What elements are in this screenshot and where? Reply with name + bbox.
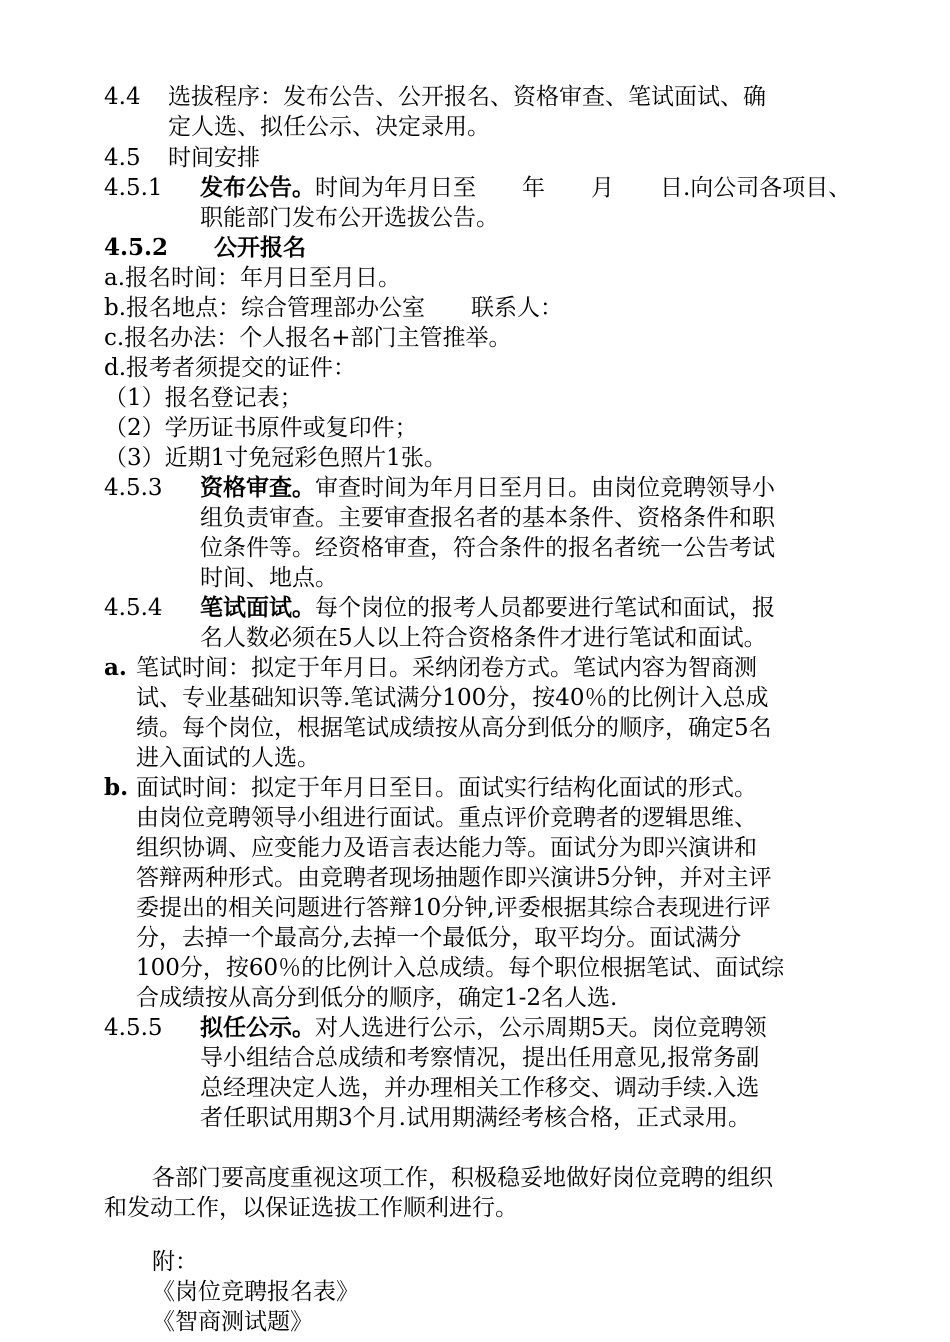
paragraph-line bbox=[200, 473, 775, 503]
paragraph-line: 答辩两种形式。由竞聘者现场抽题作即兴演讲5分钟，并对主评 bbox=[136, 865, 772, 891]
section-heading: 4.5.2 公开报名 bbox=[104, 234, 307, 261]
paragraph-line: 进入面试的人选。 bbox=[136, 745, 320, 771]
paragraph-line: 面试时间：拟定于年月日至日。面试实行结构化面试的形式。 bbox=[136, 775, 757, 801]
section-number: 4.5.3 bbox=[104, 475, 163, 501]
paragraph-line: 职能部门发布公开选拔公告。 bbox=[200, 205, 499, 231]
section-number: 4.5.4 bbox=[104, 595, 163, 621]
paragraph-line: 委提出的相关问题进行答辩10分钟,评委根据其综合表现进行评 bbox=[136, 895, 771, 921]
list-marker: b. bbox=[104, 774, 129, 801]
paragraph-line: 位条件等。经资格审查，符合条件的报名者统一公告考试 bbox=[200, 535, 775, 561]
list-marker: a. bbox=[104, 654, 127, 681]
paragraph-line bbox=[200, 1013, 767, 1043]
list-item: （1）报名登记表； bbox=[104, 385, 303, 411]
section-number: 4.5.1 bbox=[104, 175, 163, 201]
attachment-item: 《岗位竞聘报名表》 bbox=[152, 1279, 359, 1305]
list-item: b.报名地点：综合管理部办公室 联系人： bbox=[104, 295, 564, 321]
list-item: d.报考者须提交的证件： bbox=[104, 355, 357, 381]
paragraph-line: 者任职试用期3个月.试用期满经考核合格，正式录用。 bbox=[200, 1105, 751, 1131]
paragraph-line: 时间、地点。 bbox=[200, 565, 338, 591]
paragraph-line: 绩。每个岗位，根据笔试成绩按从高分到低分的顺序，确定5名 bbox=[136, 715, 772, 741]
paragraph-text: 每个岗位的报考人员都要进行笔试和面试，报 bbox=[315, 595, 775, 621]
attachment-item: 《智商测试题》 bbox=[152, 1309, 313, 1335]
section-title: 时间安排 bbox=[168, 145, 260, 171]
paragraph-line: 合成绩按从高分到低分的顺序，确定1-2名人选. bbox=[136, 985, 618, 1011]
paragraph-line: 和发动工作，以保证选拔工作顺利进行。 bbox=[104, 1195, 518, 1221]
list-item: （3）近期1寸免冠彩色照片1张。 bbox=[104, 445, 447, 471]
list-item: a.报名时间：年月日至月日。 bbox=[104, 265, 402, 291]
paragraph-line: 各部门要高度重视这项工作，积极稳妥地做好岗位竞聘的组织 bbox=[152, 1165, 773, 1191]
paragraph-line: 组织协调、应变能力及语言表达能力等。面试分为即兴演讲和 bbox=[136, 835, 757, 861]
paragraph-line: 名人数必须在5人以上符合资格条件才进行笔试和面试。 bbox=[200, 625, 767, 651]
inline-heading: 资格审查。 bbox=[200, 474, 315, 501]
paragraph-line bbox=[200, 173, 851, 203]
list-item: （2）学历证书原件或复印件； bbox=[104, 415, 418, 441]
paragraph-line: 试、专业基础知识等.笔试满分100分，按40％的比例计入总成 bbox=[136, 685, 769, 711]
paragraph-line: 笔试时间：拟定于年月日。采纳闭卷方式。笔试内容为智商测 bbox=[136, 655, 757, 681]
paragraph-line: 选拔程序：发布公告、公开报名、资格审查、笔试面试、确 bbox=[168, 84, 766, 110]
section-number: 4.5 bbox=[104, 145, 141, 171]
paragraph-line: 定人选、拟任公示、决定录用。 bbox=[168, 114, 490, 140]
paragraph-text: 审查时间为年月日至月日。由岗位竞聘领导小 bbox=[315, 475, 775, 501]
paragraph-line: 总经理决定人选，并办理相关工作移交、调动手续.入选 bbox=[200, 1075, 760, 1101]
paragraph-text: 时间为年月日至 年 月 日.向公司各项目、 bbox=[315, 175, 852, 201]
paragraph-line: 分，去掉一个最高分,去掉一个最低分，取平均分。面试满分 bbox=[136, 925, 742, 951]
paragraph-line: 100分，按60％的比例计入总成绩。每个职位根据笔试、面试综 bbox=[136, 955, 785, 981]
paragraph-text: 对人选进行公示，公示周期5天。岗位竞聘领 bbox=[315, 1015, 767, 1041]
attachment-label: 附： bbox=[152, 1249, 198, 1275]
paragraph-line: 组负责审查。主要审查报名者的基本条件、资格条件和职 bbox=[200, 505, 775, 531]
inline-heading: 发布公告。 bbox=[200, 174, 315, 201]
paragraph-line: 由岗位竞聘领导小组进行面试。重点评价竞聘者的逻辑思维、 bbox=[136, 805, 757, 831]
inline-heading: 笔试面试。 bbox=[200, 594, 315, 621]
paragraph-line bbox=[200, 593, 775, 623]
section-number: 4.5.5 bbox=[104, 1015, 163, 1041]
section-number: 4.4 bbox=[104, 84, 141, 110]
paragraph-line: 导小组结合总成绩和考察情况，提出任用意见,报常务副 bbox=[200, 1045, 760, 1071]
inline-heading: 拟任公示。 bbox=[200, 1014, 315, 1041]
list-item: c.报名办法：个人报名+部门主管推举。 bbox=[104, 325, 512, 351]
